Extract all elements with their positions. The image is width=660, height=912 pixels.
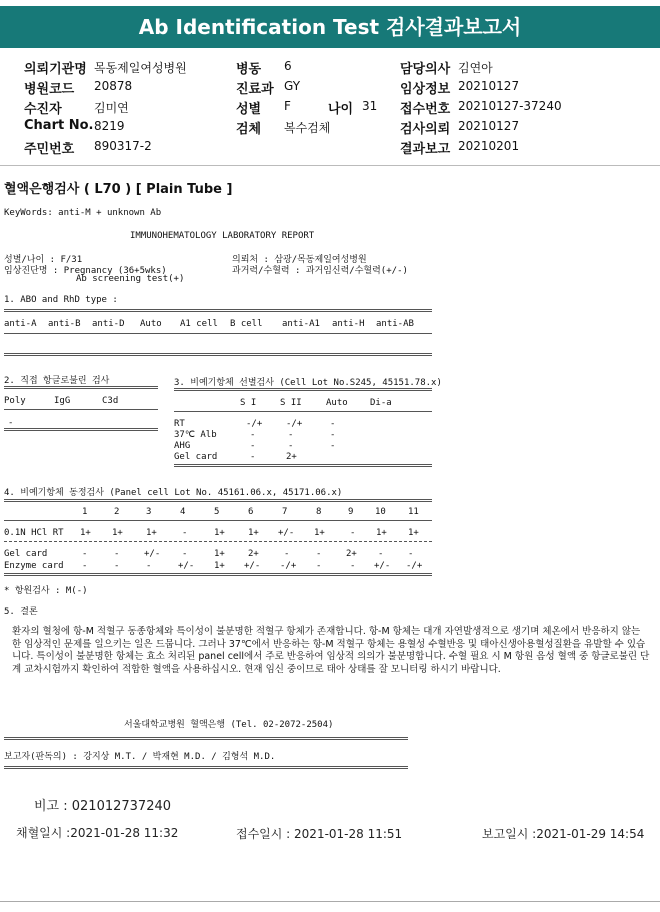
report-datetime: 보고일시 :2021-01-29 14:54 xyxy=(482,827,645,841)
panel-cell: 1+ xyxy=(376,528,387,538)
history-line: 과거력/수혈력 : 과거임신력/수혈력(+/-) xyxy=(232,266,408,276)
diagnosis-line: 임상진단명 : Pregnancy (36+5wks) xyxy=(4,266,167,276)
abo-header-anti-a1: anti-A1 xyxy=(282,319,320,329)
abo-header-anti-b: anti-B xyxy=(48,319,81,329)
abo-header-auto: Auto xyxy=(140,319,162,329)
abo-header-a1-cell: A1 cell xyxy=(180,319,218,329)
panel-cell: +/- xyxy=(278,528,295,538)
panel-header: 3 xyxy=(146,507,152,517)
panel-cell: 1+ xyxy=(314,528,325,538)
screening-cell: 2+ xyxy=(286,452,297,462)
abo-header-anti-ab: anti-AB xyxy=(376,319,414,329)
panel-cell: - xyxy=(350,561,356,571)
resident-no-label: 주민번호 xyxy=(24,142,75,157)
collect-datetime: 채혈일시 :2021-01-28 11:32 xyxy=(16,826,179,840)
panel-cell: 1+ xyxy=(112,528,123,538)
divider xyxy=(4,333,432,334)
panel-header: 9 xyxy=(348,507,354,517)
conclusion-text: 환자의 혈청에 항-M 적혈구 동종항체와 특이성이 불분명한 적혈구 항체가 존재합니다. 항-M 항체는 대개 자연발생적으로 생기며 체온에서 반응하지 않는 한 임상적인 문제를 일으키는 일은 드뭅니다. 그러나 37℃에서 반응하는 항-M 적혈구 항체는 용혈성 수혈반응 및 태아신생아용혈성질환을 유발할 수 있습니다. 특이성이 불분명한 항체는 효소 처리된 panel cell에서 주로 반응하여 임상적 의의가 불분명합니다. 수혈 필요 시 M 항원 음성 혈액 중 항글로불린 단계 교차시험까지 확인하여 적합한 혈액을 사용하십시오. 현재 임신 중이므로 태아 상태를 잘 모니터링 하시기 바랍니다. xyxy=(12,626,650,675)
dat-header-c3d: C3d xyxy=(102,396,119,406)
dat-section-title: 2. 직접 항글로불린 검사 xyxy=(4,376,110,386)
screening-header-si: S I xyxy=(240,398,257,408)
screening-header-sii: S II xyxy=(280,398,302,408)
abo-header-anti-d: anti-D xyxy=(92,319,125,329)
chart-no-label: Chart No. xyxy=(24,118,94,133)
doctor-label: 담당의사 xyxy=(400,62,451,77)
panel-row-label: 0.1N HCl RT xyxy=(4,528,64,538)
panel-header: 5 xyxy=(214,507,220,517)
panel-cell: 1+ xyxy=(80,528,91,538)
result-report-value: 20210201 xyxy=(458,139,520,153)
panel-cell: +/- xyxy=(144,549,161,559)
panel-header: 6 xyxy=(248,507,254,517)
requester-line: 의뢰처 : 삼광/목동제일여성병원 xyxy=(232,255,367,265)
panel-cell: 2+ xyxy=(346,549,357,559)
dat-value-poly: - xyxy=(8,418,14,428)
age-value: 31 xyxy=(362,99,378,113)
divider xyxy=(4,737,408,740)
panel-cell: +/- xyxy=(244,561,261,571)
patient-info-header xyxy=(0,54,660,166)
screening-header-auto: Auto xyxy=(326,398,348,408)
remark: 비고 : 021012737240 xyxy=(34,799,172,814)
divider xyxy=(174,411,432,412)
screening-section-title: 3. 비예기항체 선별검사 (Cell Lot No.S245, 45151.78.x) xyxy=(174,378,442,388)
panel-cell: - xyxy=(316,549,322,559)
abo-section-title: 1. ABO and RhD type : xyxy=(4,295,118,305)
clinical-info-value: 20210127 xyxy=(458,79,520,93)
panel-cell: 1+ xyxy=(248,528,259,538)
panel-row-label: Enzyme card xyxy=(4,561,64,571)
lab-report-title: IMMUNOHEMATOLOGY LABORATORY REPORT xyxy=(130,231,315,241)
panel-cell: - xyxy=(114,549,120,559)
hospital-label: 의뢰기관명 xyxy=(24,62,87,77)
divider xyxy=(4,573,432,576)
blood-bank-contact: 서울대학교병원 혈액은행 (Tel. 02-2072-2504) xyxy=(124,720,334,730)
panel-header: 11 xyxy=(408,507,419,517)
receipt-no-value: 20210127-37240 xyxy=(458,99,562,113)
conclusion-title: 5. 결론 xyxy=(4,607,38,617)
panel-header: 2 xyxy=(114,507,120,517)
panel-header: 1 xyxy=(82,507,88,517)
panel-cell: - xyxy=(114,561,120,571)
panel-cell: - xyxy=(82,549,88,559)
abo-header-b-cell: B cell xyxy=(230,319,263,329)
reporter-line: 보고자(판독의) : 강지상 M.T. / 박재현 M.D. / 김형석 M.D. xyxy=(4,752,276,762)
screening-row-label: RT xyxy=(174,419,185,429)
panel-cell: - xyxy=(378,549,384,559)
patient-label: 수진자 xyxy=(24,102,62,117)
antigen-test-line: * 항원검사 : M(-) xyxy=(4,586,88,596)
panel-cell: - xyxy=(82,561,88,571)
divider xyxy=(4,520,432,521)
screening-row-label: Gel card xyxy=(174,452,218,462)
divider xyxy=(4,541,432,542)
test-request-label: 검사의뢰 xyxy=(400,122,451,137)
test-request-value: 20210127 xyxy=(458,119,520,133)
screening-cell: -/+ xyxy=(286,419,303,429)
screening-cell: - xyxy=(250,430,256,440)
section-title: 혈액은행검사 ( L70 ) [ Plain Tube ] xyxy=(4,182,233,197)
resident-no-value: 890317-2 xyxy=(94,139,152,153)
panel-cell: - xyxy=(146,561,152,571)
ward-value: 6 xyxy=(284,59,292,73)
panel-cell: -/+ xyxy=(406,561,423,571)
screening-header-dia: Di-a xyxy=(370,398,392,408)
report-title: Ab Identification Test 검사결과보고서 xyxy=(0,6,660,48)
abo-header-anti-a: anti-A xyxy=(4,319,37,329)
specimen-value: 복수검체 xyxy=(284,121,331,135)
screening-cell: - xyxy=(330,430,336,440)
panel-header: 4 xyxy=(180,507,186,517)
panel-cell: - xyxy=(408,549,414,559)
panel-cell: - xyxy=(316,561,322,571)
divider xyxy=(174,464,432,467)
screening-cell: - xyxy=(250,441,256,451)
divider xyxy=(4,428,158,431)
receipt-no-label: 접수번호 xyxy=(400,102,451,117)
panel-cell: -/+ xyxy=(280,561,297,571)
screening-cell: - xyxy=(250,452,256,462)
panel-section-title: 4. 비예기항체 동정검사 (Panel cell Lot No. 45161.06.x, 45171.06.x) xyxy=(4,488,343,498)
panel-cell: - xyxy=(350,528,356,538)
screening-cell: - xyxy=(288,441,294,451)
sex-age-line: 성별/나이 : F/31 xyxy=(4,255,83,265)
specimen-label: 검체 xyxy=(236,122,262,137)
panel-cell: 1+ xyxy=(408,528,419,538)
diagnosis-line-2: Ab screening test(+) xyxy=(76,274,185,284)
panel-header: 7 xyxy=(282,507,288,517)
doctor-value: 김연아 xyxy=(458,61,493,75)
patient-value: 김미연 xyxy=(94,101,129,115)
panel-header: 10 xyxy=(375,507,386,517)
dat-header-igg: IgG xyxy=(54,396,71,406)
divider xyxy=(4,309,432,312)
screening-row-label: 37℃ Alb xyxy=(174,430,217,440)
panel-cell: 1+ xyxy=(146,528,157,538)
panel-row-label: Gel card xyxy=(4,549,48,559)
screening-cell: - xyxy=(288,430,294,440)
department-label: 진료과 xyxy=(236,82,274,97)
panel-cell: 1+ xyxy=(214,528,225,538)
dat-header-poly: Poly xyxy=(4,396,26,406)
bottom-border xyxy=(0,901,660,902)
divider xyxy=(174,388,432,391)
result-report-label: 결과보고 xyxy=(400,142,451,157)
ward-label: 병동 xyxy=(236,62,262,77)
panel-cell: - xyxy=(182,528,188,538)
divider xyxy=(4,409,158,410)
sex-value: F xyxy=(284,99,291,113)
divider xyxy=(4,353,432,356)
screening-row-label: AHG xyxy=(174,441,191,451)
chart-no-value: 8219 xyxy=(94,119,125,133)
abo-header-anti-h: anti-H xyxy=(332,319,365,329)
panel-cell: - xyxy=(284,549,290,559)
screening-cell: - xyxy=(330,441,336,451)
divider xyxy=(4,386,158,389)
panel-cell: 1+ xyxy=(214,549,225,559)
hospital-value: 목동제일여성병원 xyxy=(94,61,187,75)
age-label: 나이 xyxy=(328,102,354,117)
keywords: KeyWords: anti-M + unknown Ab xyxy=(4,208,162,218)
panel-header: 8 xyxy=(316,507,322,517)
panel-cell: 1+ xyxy=(214,561,225,571)
divider xyxy=(4,499,432,502)
sex-label: 성별 xyxy=(236,102,262,117)
screening-cell: - xyxy=(330,419,336,429)
panel-cell: +/- xyxy=(178,561,195,571)
hospital-code-value: 20878 xyxy=(94,79,133,93)
divider xyxy=(4,766,408,769)
clinical-info-label: 임상정보 xyxy=(400,82,451,97)
panel-cell: +/- xyxy=(374,561,391,571)
panel-cell: 2+ xyxy=(248,549,259,559)
panel-cell: - xyxy=(182,549,188,559)
hospital-code-label: 병원코드 xyxy=(24,82,75,97)
receive-datetime: 접수일시 : 2021-01-28 11:51 xyxy=(236,827,403,841)
screening-cell: -/+ xyxy=(246,419,263,429)
department-value: GY xyxy=(284,79,301,93)
